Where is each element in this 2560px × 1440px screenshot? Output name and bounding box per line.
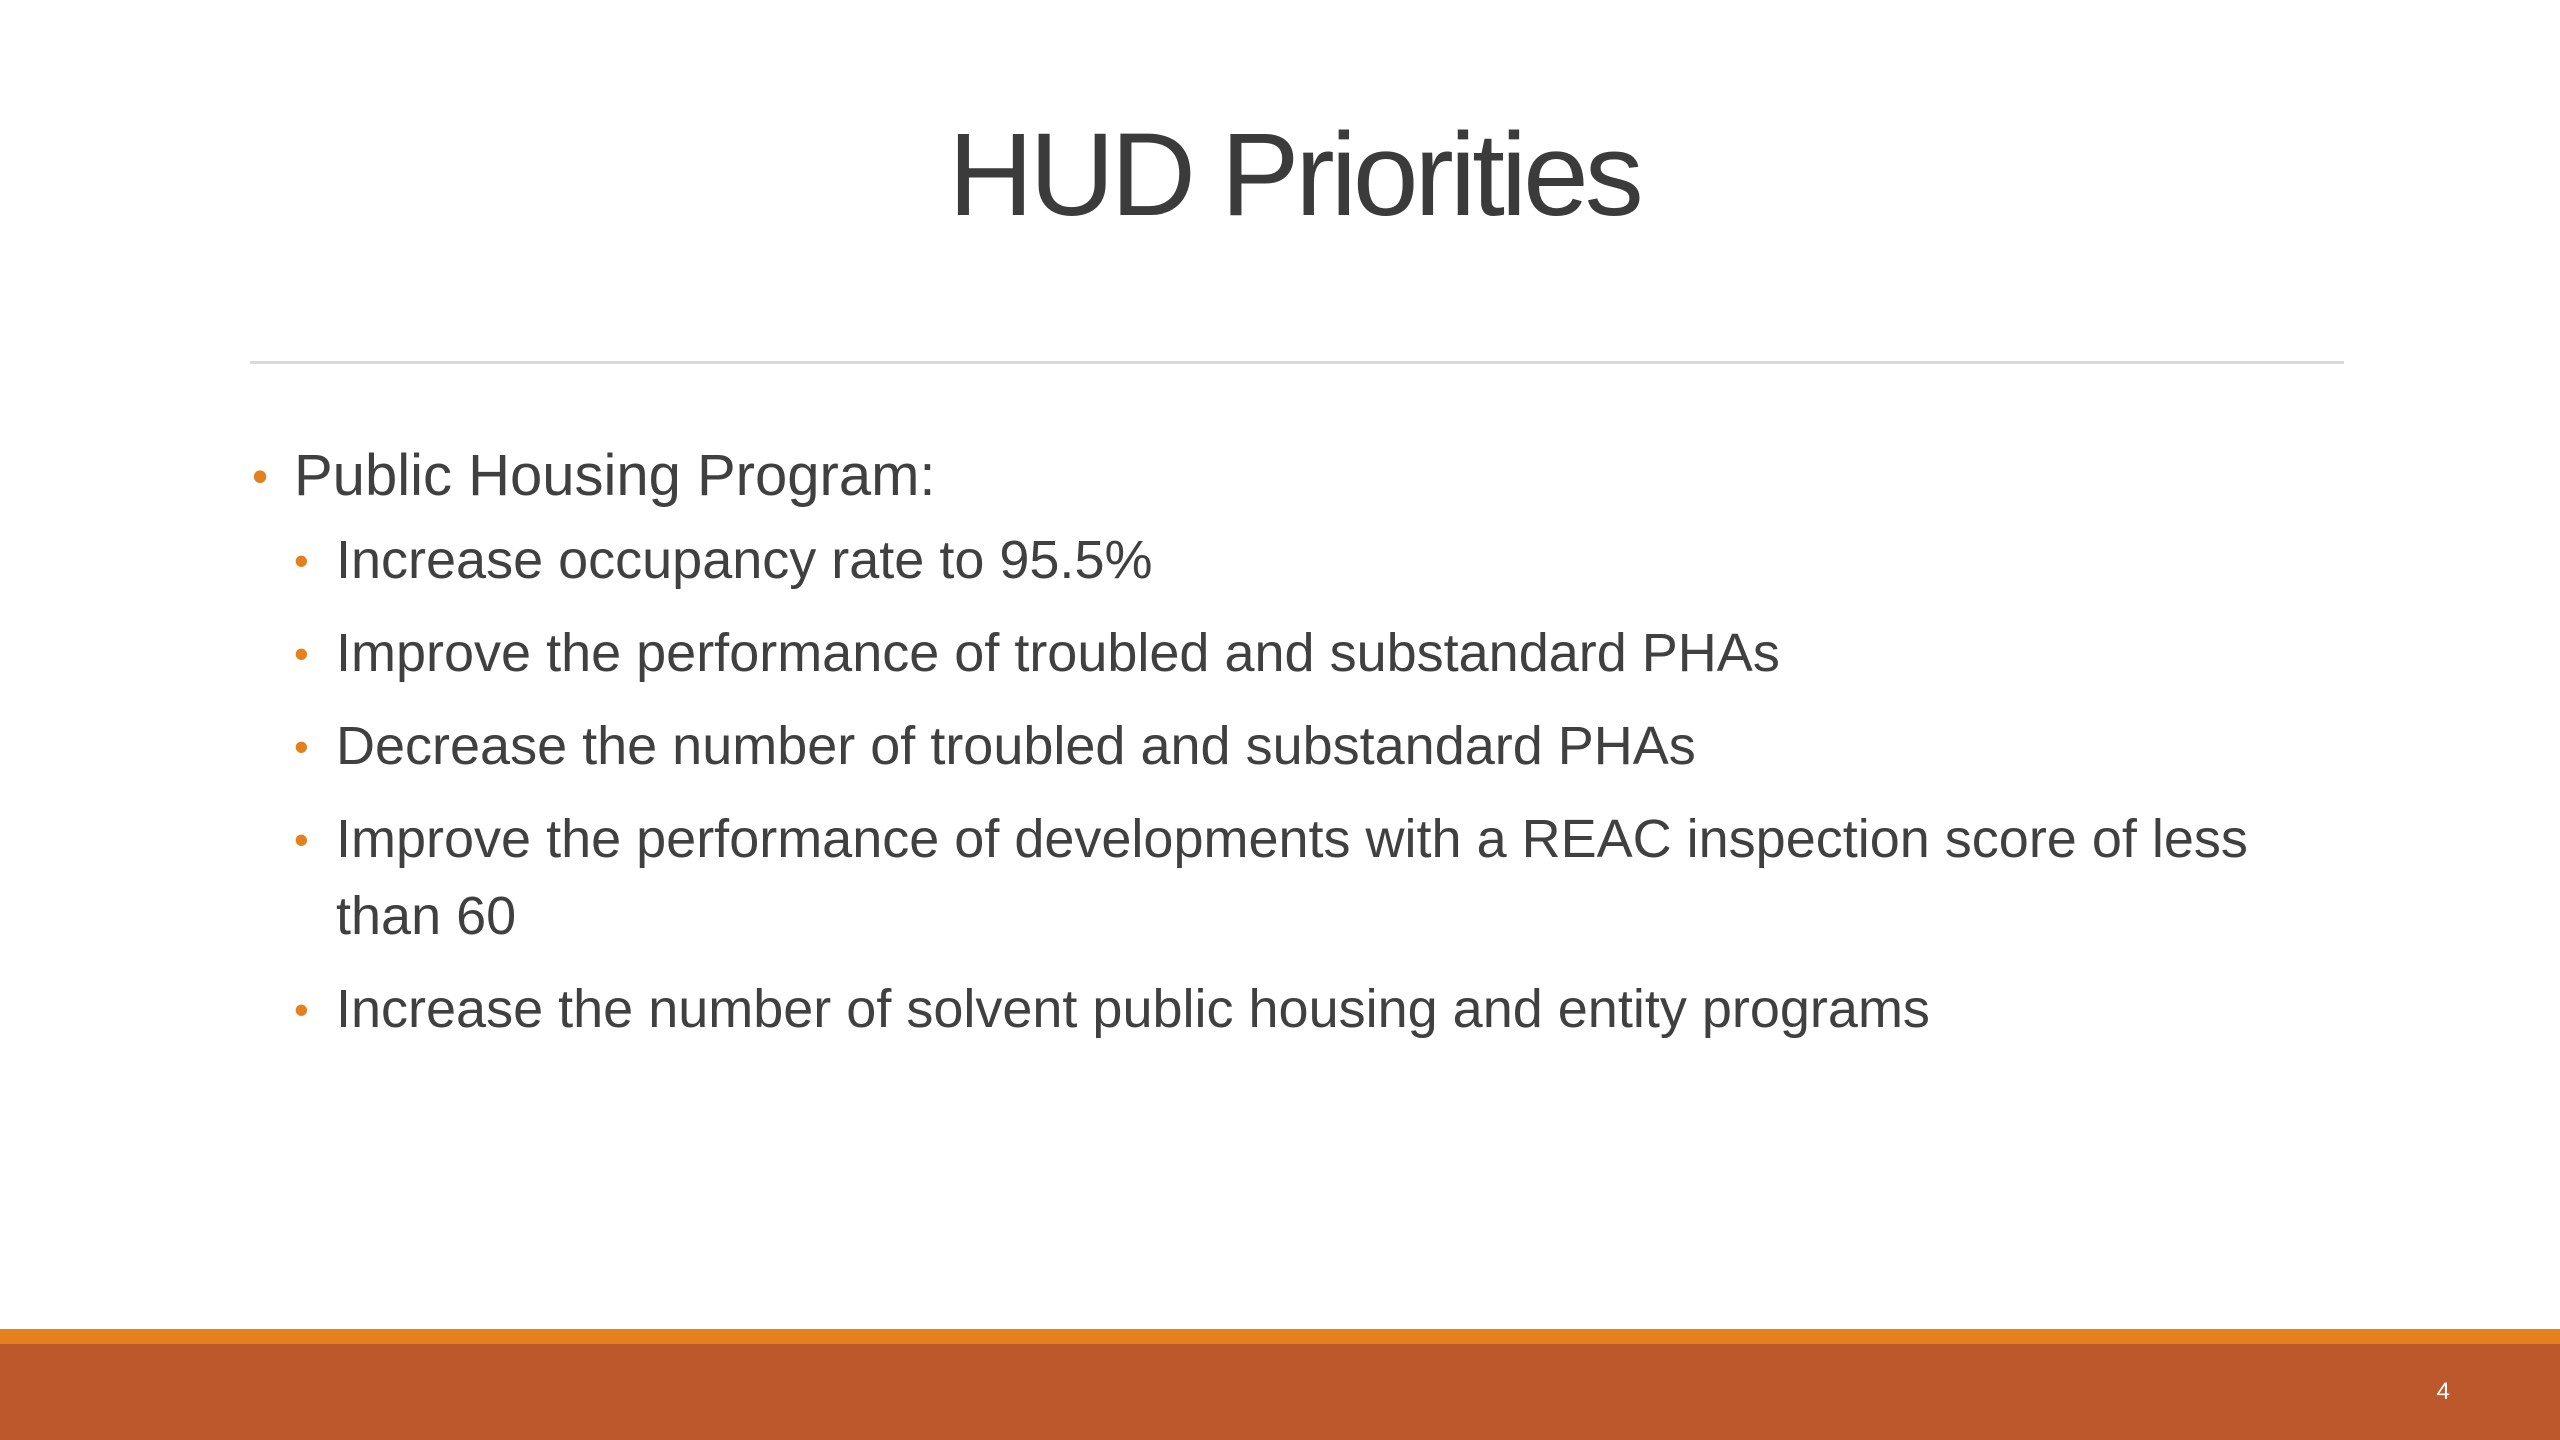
sub-bullet-item bbox=[250, 522, 2350, 599]
bullet-heading-text: Public Housing Program: bbox=[294, 443, 936, 508]
footer-accent-stripe bbox=[0, 1329, 2560, 1344]
slide-content bbox=[250, 430, 2350, 1064]
bullet-public-housing-program bbox=[250, 430, 2350, 522]
bullet-dot-icon: • bbox=[294, 630, 309, 677]
sub-bullet-text: Increase occupancy rate to 95.5% bbox=[336, 530, 1153, 590]
sub-bullet-item bbox=[250, 708, 2350, 785]
title-divider bbox=[250, 361, 2344, 364]
page-number: 4 bbox=[2436, 1378, 2450, 1405]
sub-bullet-text: Improve the performance of troubled and substandard PHAs bbox=[336, 623, 1780, 683]
sub-bullet-text: Increase the number of solvent public housing and entity programs bbox=[336, 979, 1930, 1039]
footer-bar bbox=[0, 1344, 2560, 1440]
bullet-dot-icon: • bbox=[294, 986, 309, 1033]
sub-bullet-item bbox=[250, 801, 2350, 955]
sub-bullet-text: Decrease the number of troubled and substandard PHAs bbox=[336, 716, 1696, 776]
sub-bullet-text: Improve the performance of developments with a REAC inspection score of less than 60 bbox=[336, 809, 2248, 946]
bullet-dot-icon: • bbox=[294, 537, 309, 584]
bullet-dot-icon: • bbox=[252, 450, 269, 502]
sub-bullet-item bbox=[250, 971, 2350, 1048]
sub-bullet-item bbox=[250, 615, 2350, 692]
slide-title: HUD Priorities bbox=[948, 109, 1640, 241]
bullet-dot-icon: • bbox=[294, 816, 309, 863]
bullet-dot-icon: • bbox=[294, 723, 309, 770]
sub-bullet-list bbox=[250, 522, 2350, 1048]
